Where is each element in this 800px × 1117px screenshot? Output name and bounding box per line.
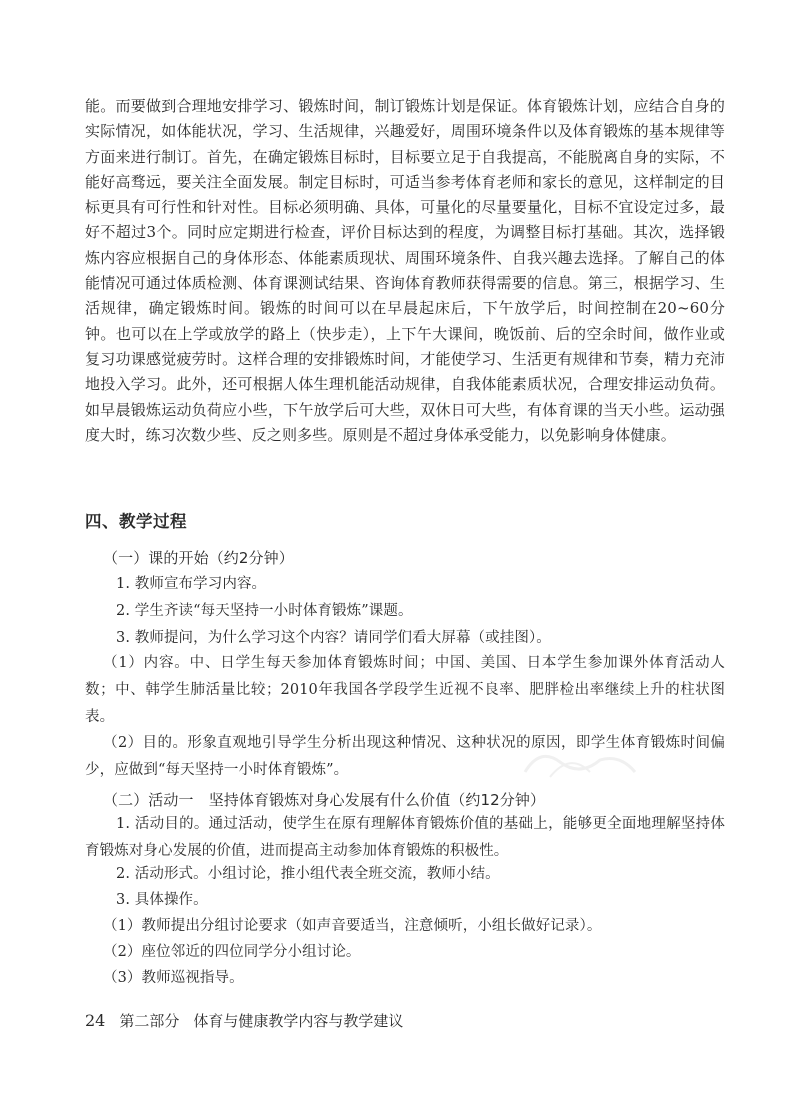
part2-op3: （3）教师巡视指导。 [103, 970, 244, 986]
part1-step3: 3. 教师提问，为什么学习这个内容？请同学们看大屏幕（或挂图）。 [116, 630, 551, 646]
part1-step1: 1. 教师宣布学习内容。 [116, 576, 267, 592]
body-paragraph: 能。而要做到合理地安排学习、锻炼时间，制订锻炼计划是保证。体育锻炼计划，应结合自身的实际情况，如体能状况，学习、生活规律，兴趣爱好，周围环境条件以及体育锻炼的基本规律等方面来进行制订。首先，在确定锻炼目标时，目标要立足于自我提高，不能脱离自身的实际，不能好高骛远，要关注全面发展。制定目标时，可适当参考体育老师和家长的意见，这样制定的目标更具有可行性和针对性。目标必须明确、具体，可量化的尽量要量化，目标不宜设定过多，最好不超过3个。同时应定期进行检查，评价目标达到的程度，为调整目标打基础。其次，选择锻炼内容应根据自己的身体形态、体能素质现状、周围环境条件、自我兴趣去选择。了解自己的体能情况可通过体质检测、体育课测试结果、咨询体育教师获得需要的信息。第三，根据学习、生活规律，确定锻炼时间。锻炼的时间可以在早晨起床后，下午放学后，时间控制在20~60分钟。也可以在上学或放学的路上（快步走），上下午大课间，晚饭前、后的空余时间，做作业或复习功课感觉疲劳时。这样合理的安排锻炼时间，才能使学习、生活更有规律和节奏，精力充沛地投入学习。此外，还可根据人体生理机能活动规律，自我体能素质状况，合理安排运动负荷。如早晨锻炼运动负荷应小些，下午放学后可大些，双休日可大些，有体育课的当天小些。运动强度大时，练习次数少些、反之则多些。原则是不超过身体承受能力，以免影响身体健康。 [85, 97, 725, 444]
page-footer [85, 1010, 403, 1031]
part1-step2: 2. 学生齐读“每天坚持一小时体育锻炼”课题。 [116, 603, 413, 619]
part2-ops: 3. 具体操作。 [116, 892, 208, 908]
part2-form: 2. 活动形式。小组讨论，推小组代表全班交流，教师小结。 [116, 866, 500, 882]
section-heading: 四、教学过程 [85, 512, 187, 531]
part2-goal: 1. 活动目的。通过活动，使学生在原有理解体育锻炼价值的基础上，能够更全面地理解坚持体育锻炼对身心发展的价值，进而提高主动参加体育锻炼的积极性。 [85, 816, 725, 859]
watermark-logo [520, 742, 640, 782]
page-number: 24 [85, 1011, 106, 1030]
part1-heading: （一）课的开始（约2分钟） [103, 549, 294, 567]
part2-op2: （2）座位邻近的四位同学分小组讨论。 [103, 944, 361, 960]
footer-title: 体育与健康教学内容与教学建议 [193, 1012, 404, 1030]
part2-heading: （二）活动一 坚持体育锻炼对身心发展有什么价值（约12分钟） [103, 791, 546, 809]
footer-part: 第二部分 [119, 1012, 180, 1030]
part2-op1: （1）教师提出分组讨论要求（如声音要适当，注意倾听，小组长做好记录）。 [103, 918, 602, 934]
part1-content: （1）内容。中、日学生每天参加体育锻炼时间；中国、美国、日本学生参加课外体育活动人数；中、韩学生肺活量比较；2010年我国各学段学生近视不良率、肥胖检出率继续上升的柱状图表。 [85, 655, 725, 725]
part1-purpose: （2）目的。形象直观地引导学生分析出现这种情况、这种状况的原因，即学生体育锻炼时间偏少，应做到“每天坚持一小时体育锻炼”。 [85, 735, 725, 778]
